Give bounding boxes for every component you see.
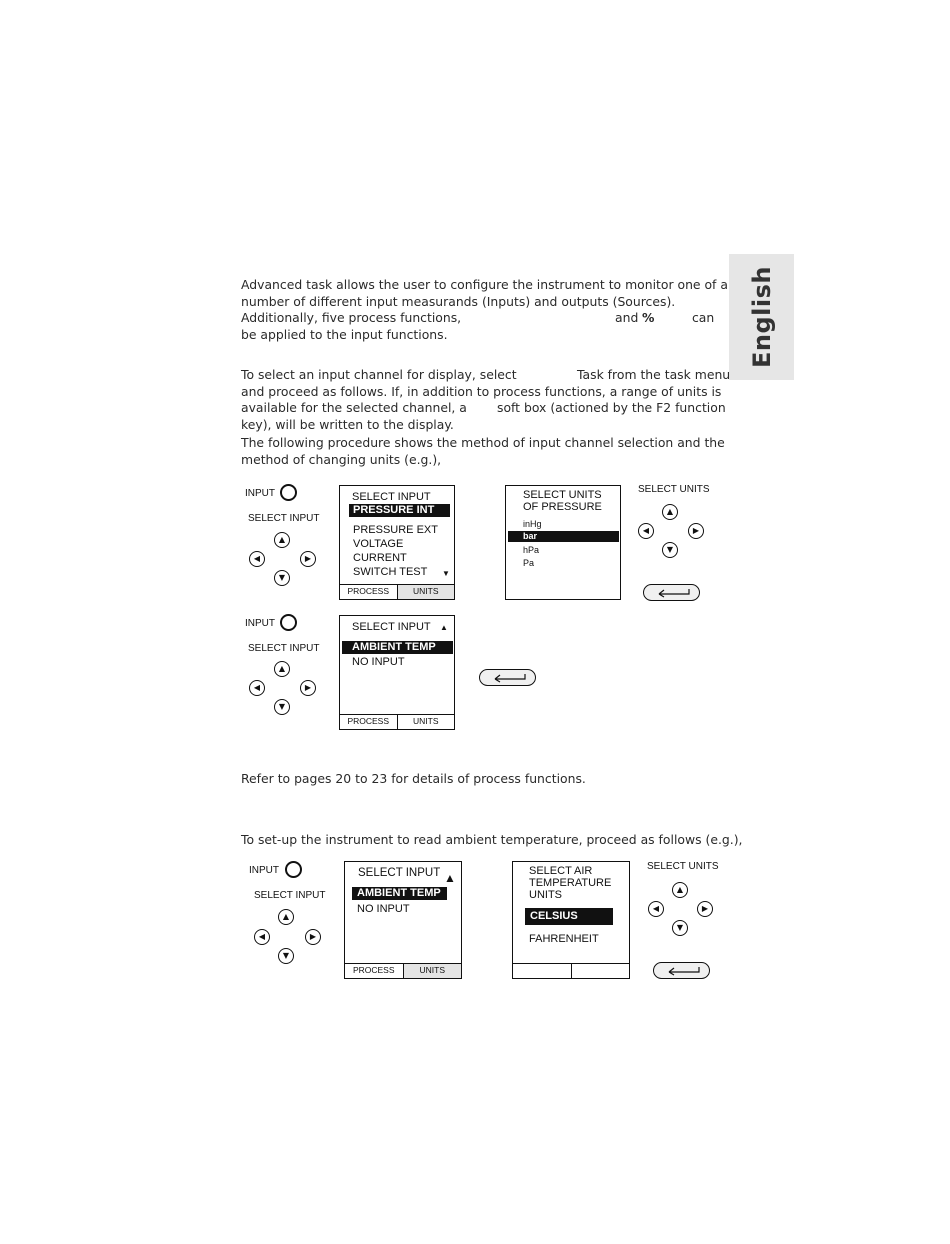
select-line-1 (241, 367, 731, 384)
enter-arrow-icon (663, 966, 701, 976)
select-units-screen (505, 485, 621, 600)
fahrenheit-item[interactable]: FAHRENHEIT (529, 933, 599, 945)
select-input-screen (339, 485, 455, 600)
screen-item[interactable]: CURRENT (353, 552, 407, 564)
up-arrow-icon[interactable]: ▲ (662, 504, 678, 520)
up-arrow-icon[interactable]: ▲ (278, 909, 294, 925)
left-arrow-icon[interactable]: ◀ (638, 523, 654, 539)
refer-text (241, 771, 716, 788)
select-input-screen (344, 861, 462, 979)
input-key-label: INPUT (245, 618, 275, 629)
scroll-up-icon: ▲ (444, 871, 456, 885)
input-key-button[interactable] (280, 614, 297, 631)
up-arrow-icon[interactable]: ▲ (274, 661, 290, 677)
language-tab-label: English (747, 266, 776, 368)
soft-key-row (345, 963, 461, 978)
intro-line-3 (241, 310, 716, 327)
input-key-button[interactable] (285, 861, 302, 878)
screen-item[interactable]: NO INPUT (357, 903, 410, 915)
down-arrow-icon[interactable]: ▼ (672, 920, 688, 936)
soft-key-row (340, 584, 454, 599)
screen-item[interactable]: VOLTAGE (353, 538, 404, 550)
units-title-2: OF PRESSURE (523, 501, 602, 513)
select-line-1b: Task from the task menu (577, 367, 731, 382)
process-soft-key[interactable]: PROCESS (352, 965, 395, 975)
refer-line: Refer to pages 20 to 23 for details of process functions. (241, 771, 586, 786)
left-arrow-icon[interactable]: ◀ (249, 680, 265, 696)
screen-item[interactable]: SWITCH TEST (353, 566, 428, 578)
blank-soft-key-left[interactable] (513, 964, 571, 978)
intro-and: and (615, 310, 639, 326)
screen-item[interactable]: NO INPUT (352, 656, 405, 668)
select-input-label: SELECT INPUT (254, 890, 326, 901)
select-units-label: SELECT UNITS (638, 484, 710, 495)
select-line-3 (241, 400, 726, 417)
select-line-2: and proceed as follows. If, in addition to process functions, a range of units is (241, 383, 722, 399)
screen-highlight-item[interactable]: AMBIENT TEMP (352, 887, 447, 900)
scroll-up-icon: ▲ (440, 623, 448, 632)
input-key-button[interactable] (280, 484, 297, 501)
right-arrow-icon[interactable]: ▶ (300, 680, 316, 696)
intro-line-1: Advanced task allows the user to configure the instrument to monitor one of a (241, 277, 728, 292)
celsius-highlight-item[interactable]: CELSIUS (525, 908, 613, 925)
down-arrow-icon[interactable]: ▼ (274, 699, 290, 715)
ambient-text (241, 832, 743, 849)
enter-arrow-icon (653, 588, 691, 598)
screen-highlight-item[interactable]: AMBIENT TEMP (342, 641, 453, 654)
units-soft-key[interactable]: UNITS (397, 585, 455, 599)
enter-button[interactable] (479, 669, 536, 686)
select-line-3a: available for the selected channel, a (241, 400, 467, 416)
intro-paragraph (241, 277, 728, 343)
intro-can: can (692, 310, 715, 326)
enter-arrow-icon (489, 673, 527, 683)
left-arrow-icon[interactable]: ◀ (648, 901, 664, 917)
left-arrow-icon[interactable]: ◀ (254, 929, 270, 945)
select-input-label: SELECT INPUT (248, 513, 320, 524)
units-soft-key[interactable]: UNITS (397, 715, 455, 729)
air-temp-units-screen (512, 861, 630, 979)
enter-button[interactable] (643, 584, 700, 601)
soft-key-row (340, 714, 454, 729)
air-title-2: TEMPERATURE (529, 877, 612, 889)
right-arrow-icon[interactable]: ▶ (688, 523, 704, 539)
units-title-1: SELECT UNITS (523, 489, 602, 501)
intro-line-4: be applied to the input functions. (241, 326, 448, 342)
right-arrow-icon[interactable]: ▶ (697, 901, 713, 917)
right-arrow-icon[interactable]: ▶ (305, 929, 321, 945)
unit-item[interactable]: hPa (523, 545, 540, 555)
units-soft-key[interactable]: UNITS (403, 964, 462, 978)
unit-item[interactable]: Pa (523, 558, 535, 568)
screen-title: SELECT INPUT (358, 867, 441, 879)
down-arrow-icon[interactable]: ▼ (274, 570, 290, 586)
select-line-1a: To select an input channel for display, select (241, 367, 517, 382)
unit-highlight-item[interactable]: bar (508, 531, 619, 542)
unit-item[interactable]: inHg (523, 519, 542, 529)
select-input-label: SELECT INPUT (248, 643, 320, 654)
screen-title: SELECT INPUT (352, 491, 431, 503)
up-arrow-icon[interactable]: ▲ (672, 882, 688, 898)
process-soft-key[interactable]: PROCESS (347, 716, 390, 726)
enter-button[interactable] (653, 962, 710, 979)
down-arrow-icon[interactable]: ▼ (662, 542, 678, 558)
air-title-3: UNITS (529, 889, 562, 901)
air-title-1: SELECT AIR (529, 865, 593, 877)
screen-title: SELECT INPUT (352, 621, 431, 633)
input-key-label: INPUT (245, 488, 275, 499)
up-arrow-icon[interactable]: ▲ (274, 532, 290, 548)
intro-line-3-text: Additionally, five process functions, (241, 310, 462, 326)
select-paragraph (241, 367, 731, 469)
left-arrow-icon[interactable]: ◀ (249, 551, 265, 567)
process-soft-key[interactable]: PROCESS (347, 586, 390, 596)
right-arrow-icon[interactable]: ▶ (300, 551, 316, 567)
select-input-screen (339, 615, 455, 730)
language-tab (729, 254, 794, 380)
input-key-label: INPUT (249, 865, 279, 876)
soft-key-row (513, 963, 629, 978)
select-units-label: SELECT UNITS (647, 861, 719, 872)
scroll-down-icon: ▼ (442, 569, 450, 578)
down-arrow-icon[interactable]: ▼ (278, 948, 294, 964)
intro-percent: % (642, 310, 655, 326)
select-line-5: The following procedure shows the method of input channel selection and the (241, 435, 725, 451)
select-line-3b: soft box (actioned by the F2 function (497, 400, 726, 416)
intro-line-2: number of different input measurands (Inputs) and outputs (Sources). (241, 293, 676, 309)
select-line-4: key), will be written to the display. (241, 416, 454, 432)
screen-item[interactable]: PRESSURE EXT (353, 524, 438, 536)
screen-highlight-item[interactable]: PRESSURE INT (349, 504, 450, 517)
select-line-6: method of changing units (e.g.), (241, 451, 442, 467)
blank-soft-key-right[interactable] (571, 964, 630, 978)
ambient-line: To set-up the instrument to read ambient temperature, proceed as follows (e.g.), (241, 832, 743, 847)
